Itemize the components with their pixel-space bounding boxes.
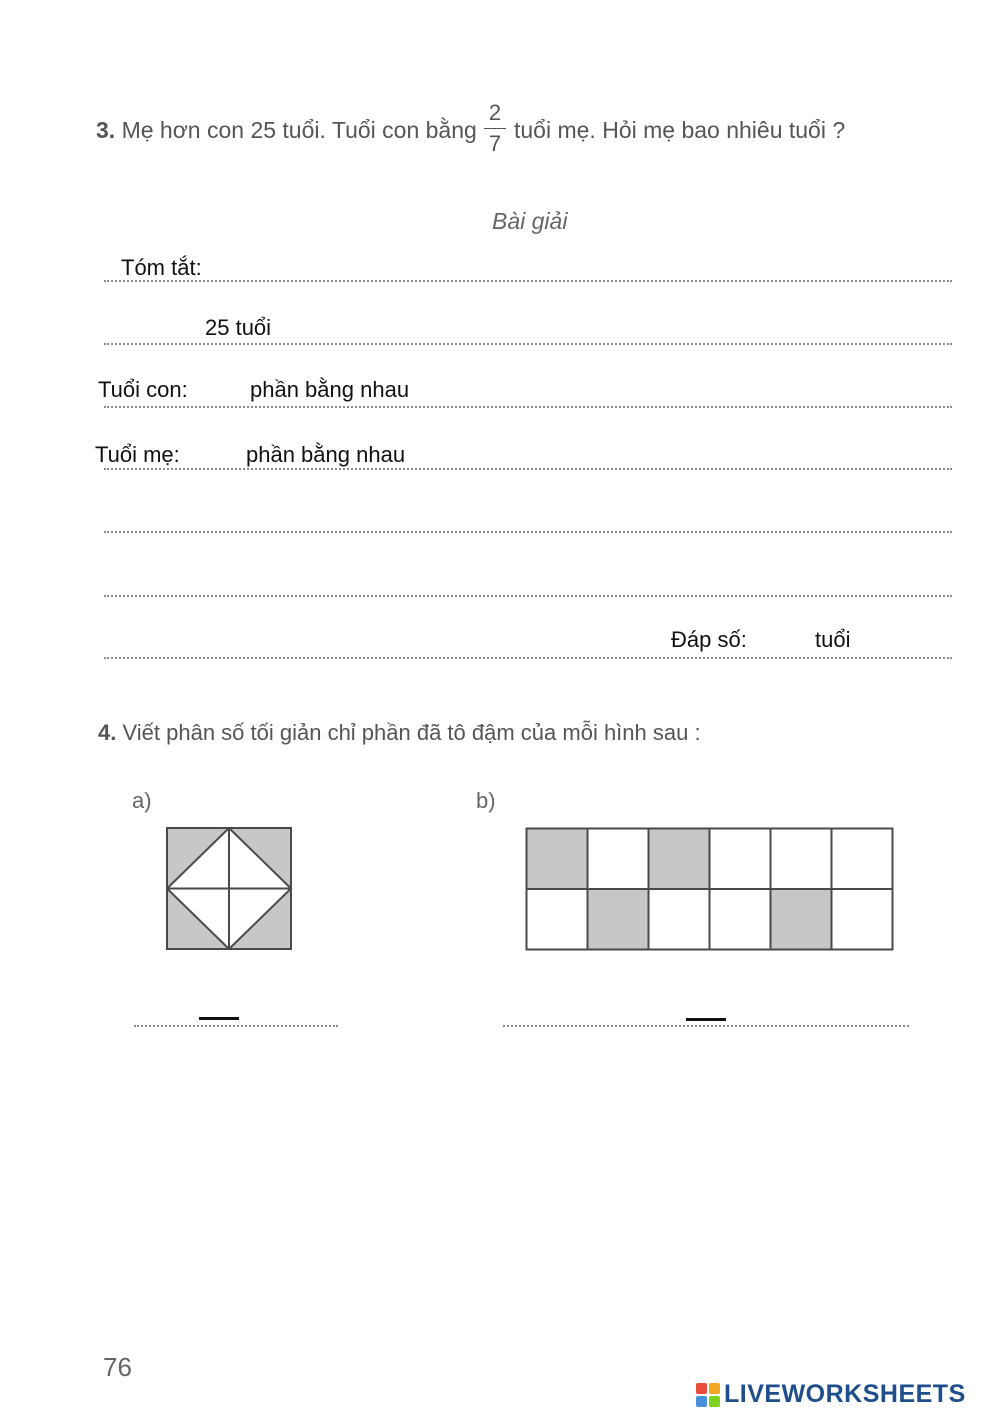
answer-label: Đáp số: bbox=[671, 627, 747, 652]
child-age-label: Tuổi con: bbox=[98, 377, 188, 402]
mother-parts-text: phần bằng nhau bbox=[246, 442, 406, 467]
difference-label: 25 tuổi bbox=[205, 315, 272, 340]
child-parts-text: phần bằng nhau bbox=[250, 377, 410, 402]
fraction-two-sevenths bbox=[482, 100, 508, 157]
logo-square-red bbox=[696, 1383, 707, 1394]
fraction-bar-a bbox=[199, 1017, 239, 1020]
part-b-label: b) bbox=[476, 788, 496, 813]
grid-cell-shaded bbox=[527, 829, 588, 890]
logo-square-orange bbox=[709, 1383, 720, 1394]
answer-line-2[interactable] bbox=[104, 343, 952, 345]
part-a-label: a) bbox=[132, 788, 152, 813]
answer-line-a[interactable] bbox=[134, 1025, 338, 1027]
answer-line-1[interactable] bbox=[104, 280, 952, 282]
question-4-prompt: Viết phân số tối giản chỉ phần đã tô đậm của mỗi hình sau : bbox=[122, 720, 701, 745]
grid-cell-empty bbox=[588, 829, 649, 890]
logo-square-blue bbox=[696, 1396, 707, 1407]
answer-line-b[interactable] bbox=[503, 1025, 909, 1027]
answer-line-5[interactable] bbox=[104, 531, 952, 533]
grid-cell-shaded bbox=[771, 889, 832, 950]
question-number: 4. bbox=[98, 720, 117, 745]
page-number: 76 bbox=[103, 1352, 132, 1382]
grid-cell-empty bbox=[649, 889, 710, 950]
grid-cell-empty bbox=[527, 889, 588, 950]
solution-title: Bài giải bbox=[492, 208, 568, 234]
liveworksheets-brand bbox=[696, 1380, 966, 1409]
mother-age-label: Tuổi mẹ: bbox=[95, 442, 180, 467]
grid-cell-empty bbox=[710, 829, 771, 890]
answer-unit: tuổi bbox=[815, 627, 851, 652]
question-text-before: Mẹ hơn con 25 tuổi. Tuổi con bằng bbox=[121, 117, 477, 143]
brand-name: LIVEWORKSHEETS bbox=[724, 1380, 966, 1408]
fraction-denominator: 7 bbox=[488, 131, 502, 156]
answer-line-7[interactable] bbox=[104, 657, 952, 659]
answer-line-6[interactable] bbox=[104, 595, 952, 597]
grid-cell-shaded bbox=[649, 829, 710, 890]
brand-logo-icon bbox=[696, 1383, 720, 1407]
question-3-text-after: tuổi mẹ. Hỏi mẹ bao nhiêu tuổi ? bbox=[514, 117, 846, 143]
fraction-bar bbox=[484, 128, 506, 129]
summary-label: Tóm tắt: bbox=[121, 255, 202, 280]
question-4-text bbox=[98, 720, 701, 746]
question-3-text bbox=[96, 117, 477, 144]
figure-a-diamond-square bbox=[166, 827, 293, 951]
grid-cell-empty bbox=[710, 889, 771, 950]
grid-cell-empty bbox=[832, 889, 893, 950]
grid-cell-shaded bbox=[588, 889, 649, 950]
grid-cell-empty bbox=[832, 829, 893, 890]
grid-cell-empty bbox=[771, 829, 832, 890]
figure-b-grid bbox=[525, 827, 894, 951]
fraction-bar-b bbox=[686, 1018, 726, 1021]
fraction-numerator: 2 bbox=[488, 100, 502, 125]
logo-square-green bbox=[709, 1396, 720, 1407]
answer-line-3[interactable] bbox=[104, 406, 952, 408]
question-number: 3. bbox=[96, 117, 116, 143]
answer-line-4[interactable] bbox=[104, 468, 952, 470]
